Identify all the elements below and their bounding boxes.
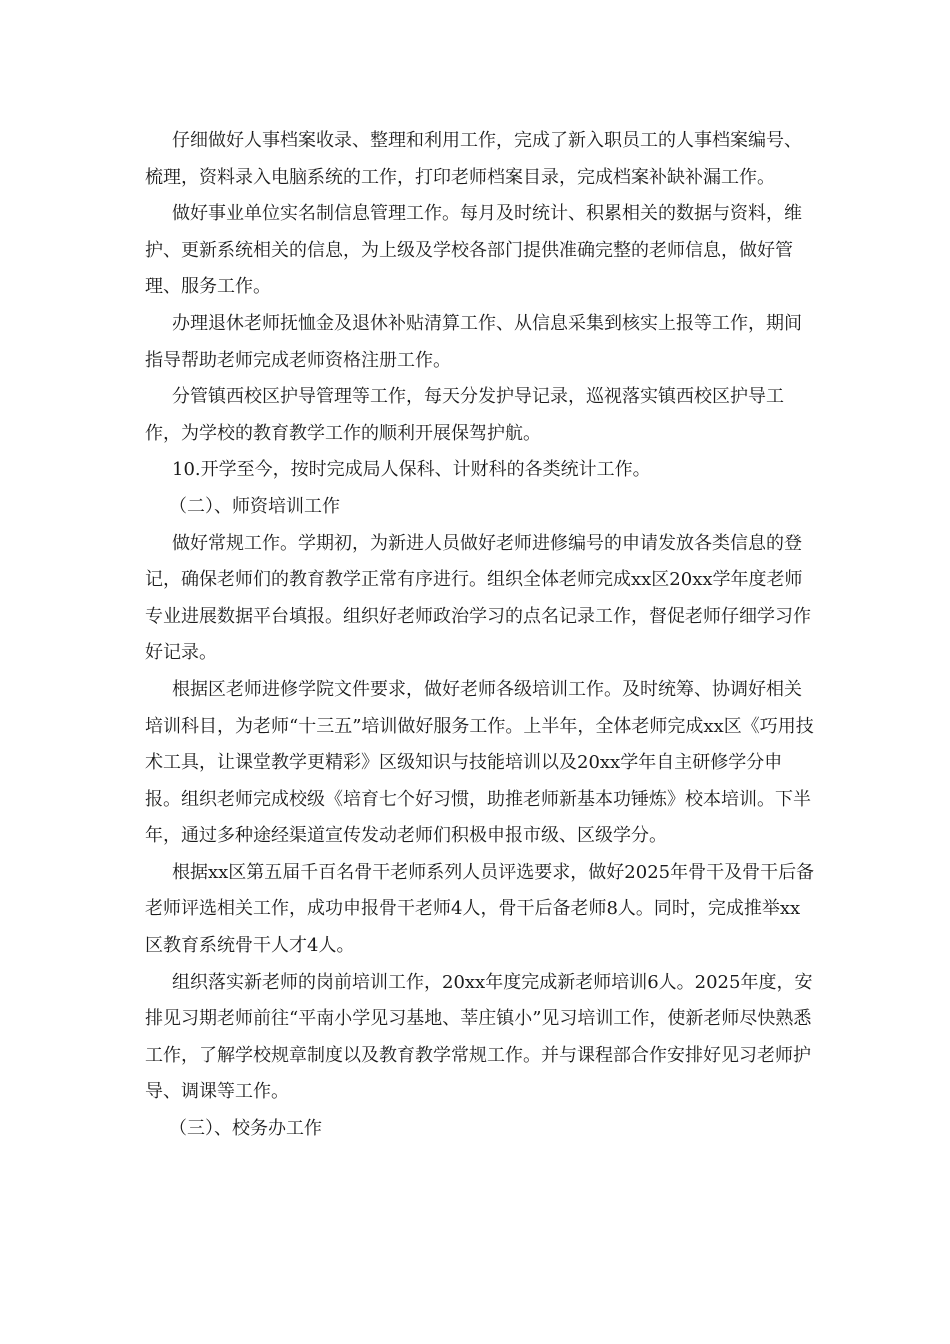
paragraph-statistics: 10.开学至今，按时完成局人保科、计财科的各类统计工作。 (172, 459, 651, 481)
paragraph-backbone-teachers: 根据xx区第五届千百名骨干老师系列人员评选要求，做好2025年骨干及骨干后备老师评选相关工作，成功申报骨干老师4人，骨干后备老师8人。同时，完成推举xx区教育系统骨干人才4人。 (145, 861, 815, 957)
paragraph-routine-work: 做好常规工作。学期初，为新进人员做好老师进修编号的申请发放各类信息的登记，确保老师们的教育教学正常有序进行。组织全体老师完成xx区20xx学年度老师专业进展数据平台填报。组织好老师政治学习的点名记录工作，督促老师仔细学习作好记录。 (145, 532, 811, 664)
document-body (145, 123, 815, 1148)
paragraph-training-levels: 根据区老师进修学院文件要求，做好老师各级培训工作。及时统筹、协调好相关培训科目，为老师“十三五”培训做好服务工作。上半年，全体老师完成xx区《巧用技术工具，让课堂教学更精彩》区级知识与技能培训以及20xx学年自主研修学分申报。组织老师完成校级《培育七个好习惯，助推老师新基本功锤炼》校本培训。下半年，通过多种途经渠道宣传发动老师们积极申报市级、区级学分。 (145, 678, 814, 847)
paragraph-real-name-info: 做好事业单位实名制信息管理工作。每月及时统计、积累相关的数据与资料，维护、更新系统相关的信息，为上级及学校各部门提供准确完整的老师信息，做好管理、服务工作。 (145, 203, 802, 298)
section-heading-teacher-training: （二）、师资培训工作 (169, 495, 340, 517)
section-heading-school-office: （三）、校务办工作 (169, 1118, 322, 1140)
paragraph-retirement: 办理退休老师抚恤金及退休补贴清算工作、从信息采集到核实上报等工作，期间指导帮助老师完成老师资格注册工作。 (145, 312, 802, 371)
paragraph-new-teacher-training: 组织落实新老师的岗前培训工作，20xx年度完成新老师培训6人。2025年度，安排见习期老师前往“平南小学见习基地、莘庄镇小”见习培训工作，使新老师尽快熟悉工作，了解学校规章制度以及教育教学常规工作。并与课程部合作安排好见习老师护导、调课等工作。 (145, 971, 813, 1103)
paragraph-archive-management: 仔细做好人事档案收录、整理和利用工作，完成了新入职员工的人事档案编号、梳理，资料录入电脑系统的工作，打印老师档案目录，完成档案补缺补漏工作。 (145, 130, 802, 188)
paragraph-patrol-duty: 分管镇西校区护导管理等工作，每天分发护导记录，巡视落实镇西校区护导工作，为学校的教育教学工作的顺利开展保驾护航。 (145, 386, 784, 444)
